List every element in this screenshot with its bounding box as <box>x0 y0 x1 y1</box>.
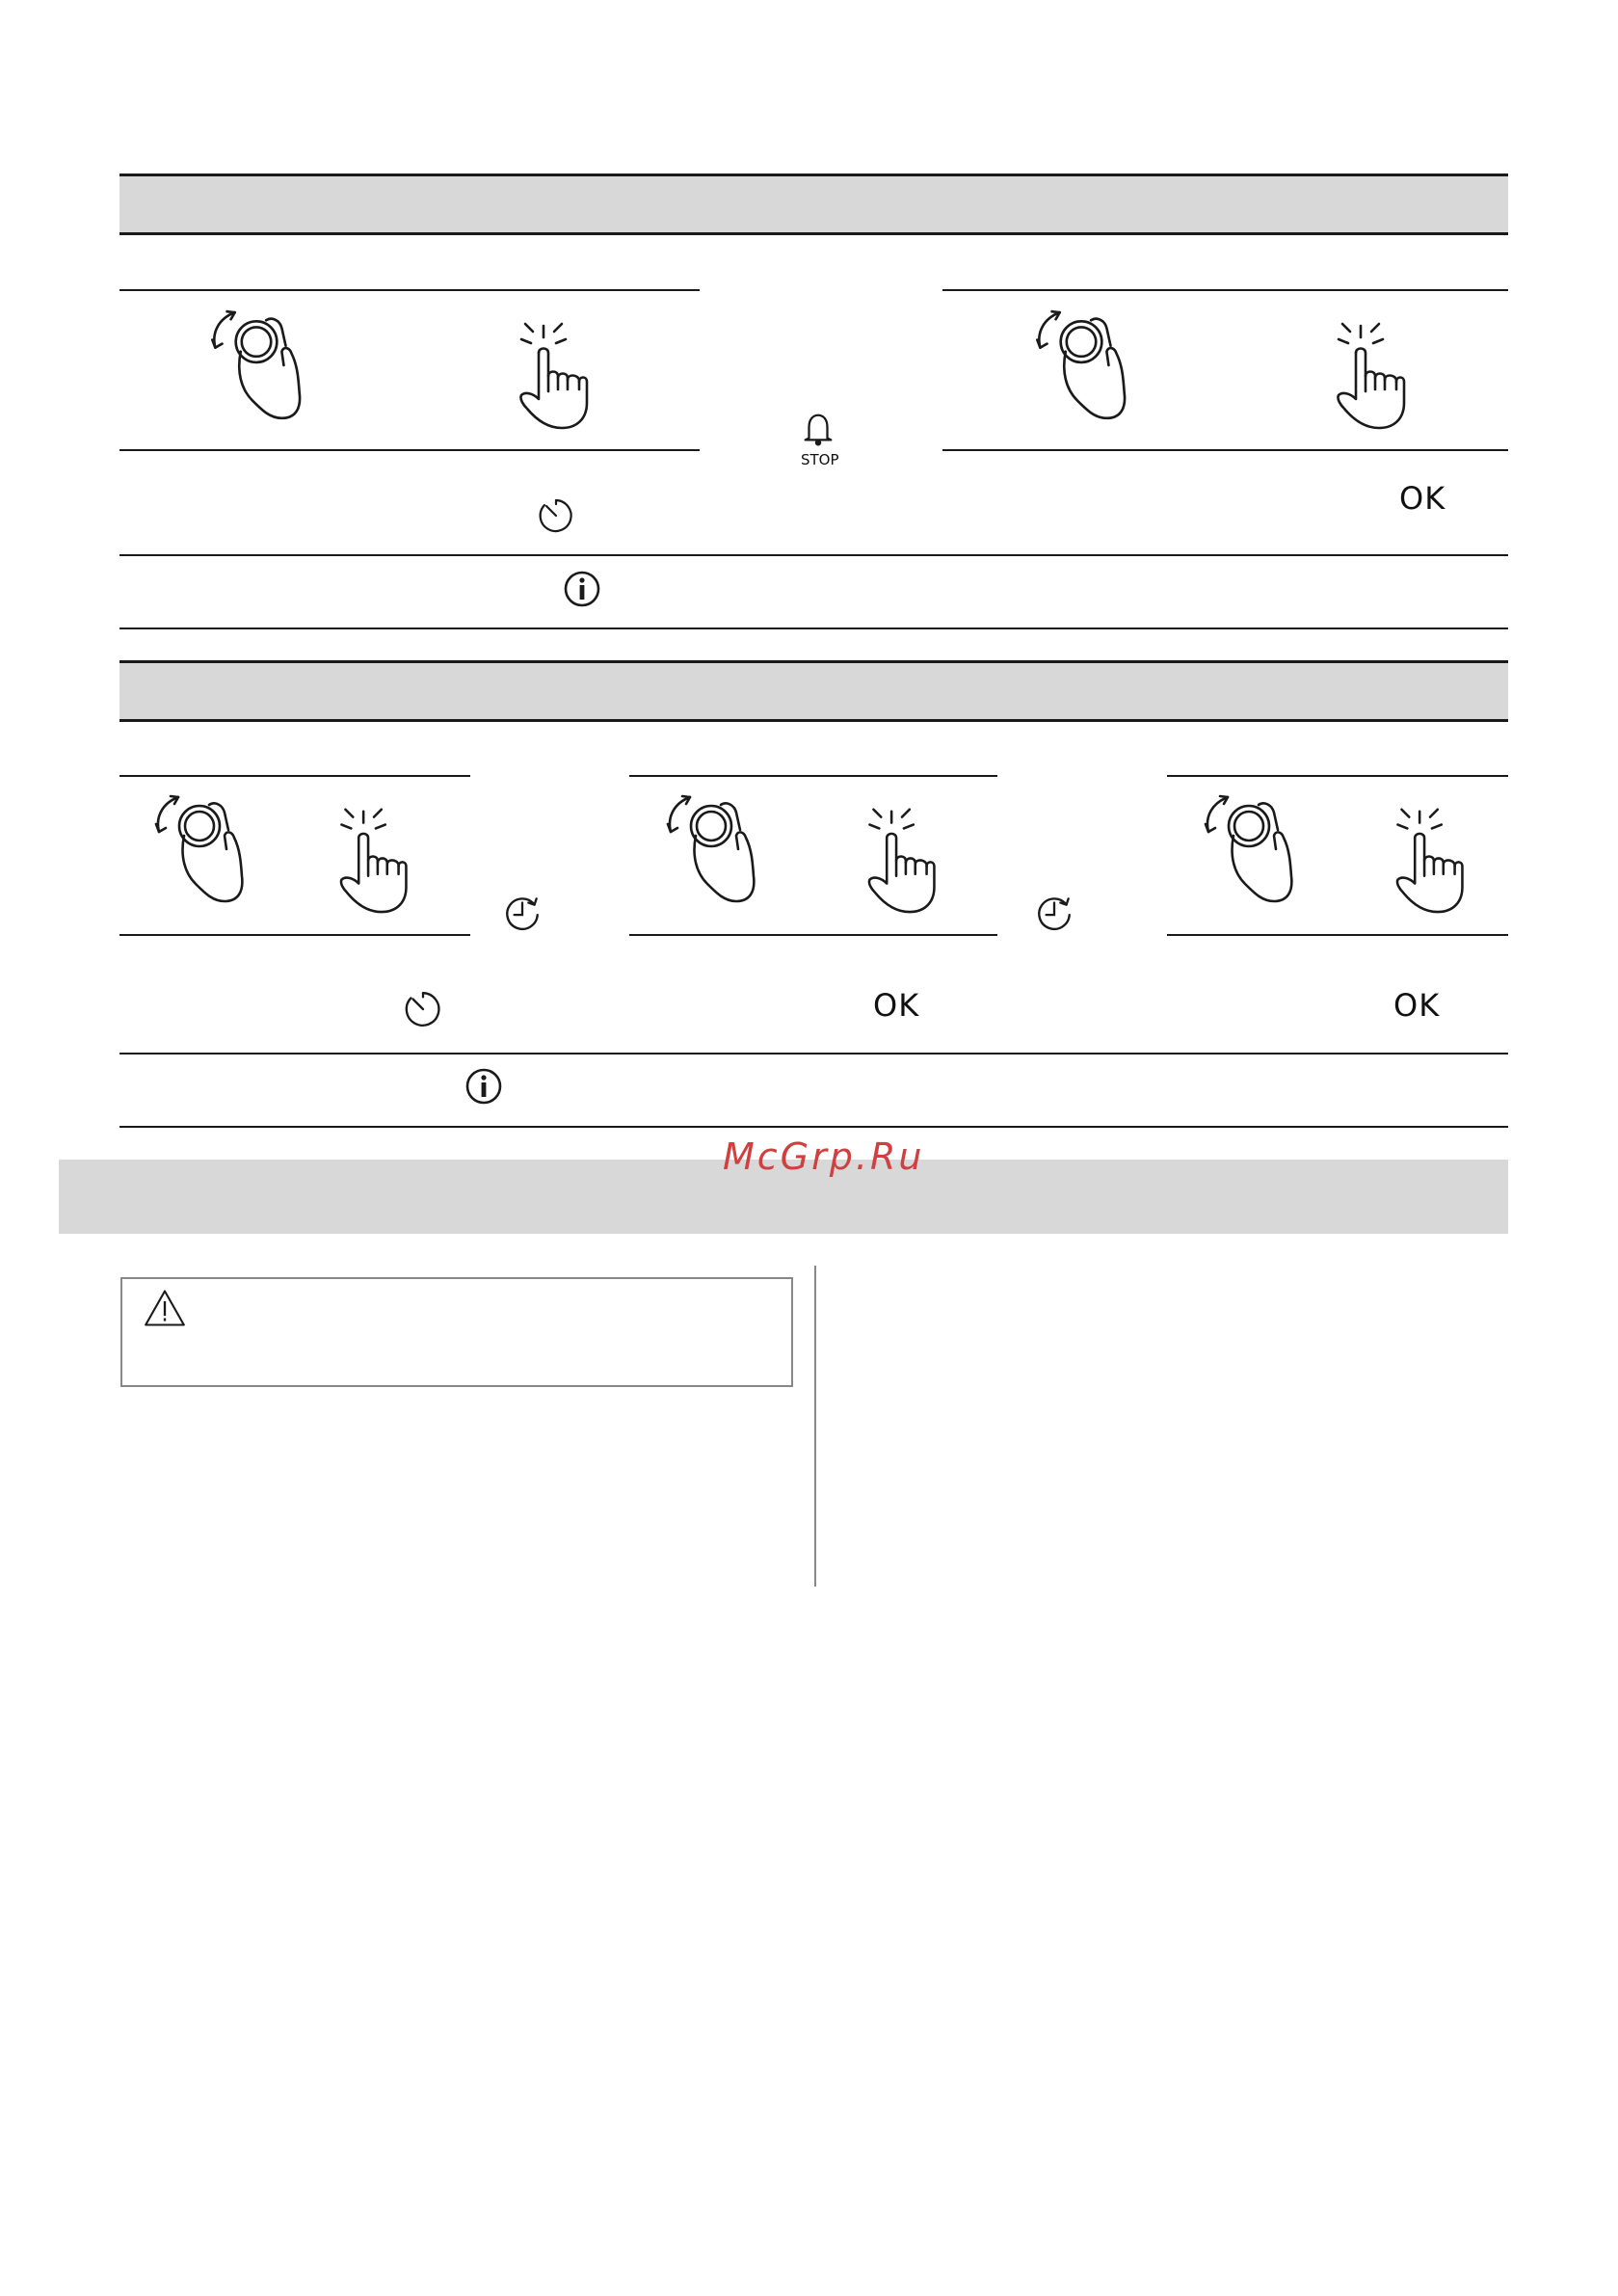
row-divider <box>119 1126 1508 1128</box>
info-icon <box>464 1067 503 1106</box>
watermark: McGrp.Ru <box>723 1135 925 1178</box>
section-2-header-band <box>119 660 1508 722</box>
delay-clock-icon <box>1034 893 1074 933</box>
ok-label: OK <box>873 987 920 1024</box>
step-table-1-bottom-rule <box>119 449 700 451</box>
knob-icon <box>138 788 259 913</box>
stop-label: STOP <box>801 451 839 468</box>
step-table-2-top-rule <box>942 289 1508 291</box>
step-table-3-bottom-rule <box>119 934 470 936</box>
step-table-2-bottom-rule <box>942 449 1508 451</box>
finger-press-icon <box>852 794 948 918</box>
step-table-4-bottom-rule <box>629 934 997 936</box>
finger-press-icon <box>1320 308 1419 434</box>
row-divider <box>119 627 1508 629</box>
knob-icon <box>193 303 318 430</box>
step-table-1-top-rule <box>119 289 700 291</box>
finger-press-icon <box>1380 794 1476 918</box>
step-table-5-bottom-rule <box>1167 934 1508 936</box>
knob-icon <box>1018 303 1143 430</box>
section-1-header-band <box>119 174 1508 235</box>
step-table-4-top-rule <box>629 775 997 777</box>
knob-icon <box>1187 788 1309 913</box>
timer-icon <box>403 989 443 1029</box>
knob-icon <box>650 788 771 913</box>
delay-clock-icon <box>502 893 543 933</box>
bell-stop-icon <box>800 409 836 449</box>
ok-label: OK <box>1393 987 1441 1024</box>
step-table-3-top-rule <box>119 775 470 777</box>
timer-icon <box>537 495 575 536</box>
ok-label: OK <box>1399 480 1446 517</box>
info-icon <box>563 570 601 608</box>
finger-press-icon <box>324 794 420 918</box>
row-divider <box>119 1053 1508 1055</box>
row-divider <box>119 554 1508 556</box>
warning-box <box>120 1277 793 1387</box>
warning-triangle-icon <box>141 1288 189 1328</box>
column-divider <box>814 1266 816 1587</box>
finger-press-icon <box>503 308 601 434</box>
step-table-5-top-rule <box>1167 775 1508 777</box>
